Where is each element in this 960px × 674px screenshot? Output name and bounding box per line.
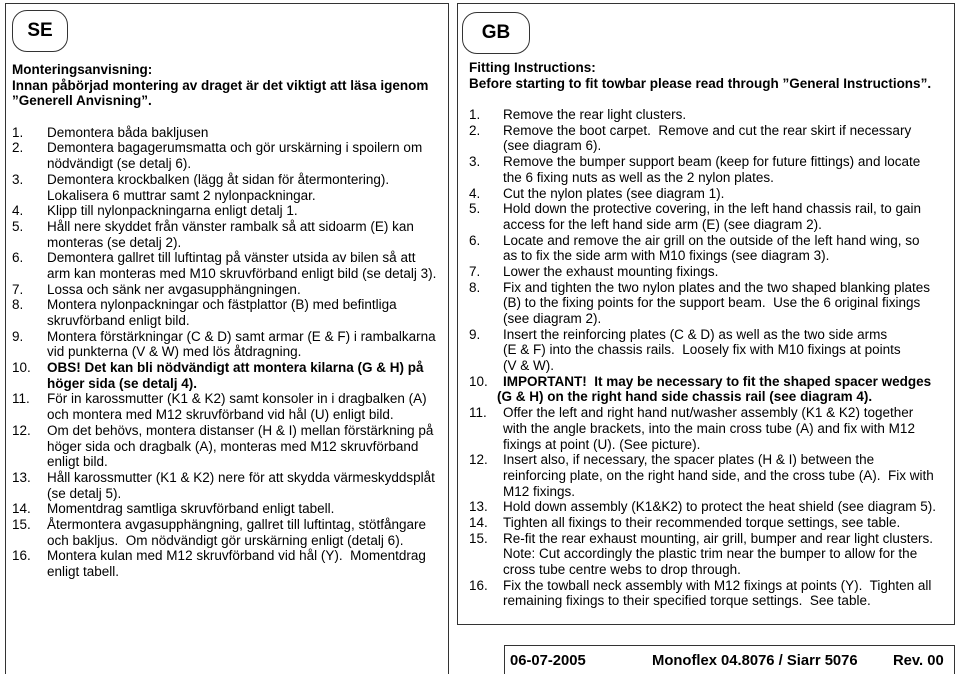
step-text-line: (se detalj 5).: [47, 485, 122, 501]
document-footer: [504, 645, 955, 674]
step-text-line: (B) to the fixing points for the support beam. Use the 6 original fixings: [503, 295, 921, 311]
step-text-line: enligt tabell.: [47, 564, 120, 579]
instructions-intro-line: ”Generell Anvisning”.: [12, 93, 152, 109]
step-item: [12, 250, 442, 281]
step-text-line: remaining fixings to their specified torque settings. See table.: [503, 593, 871, 609]
step-number: 4.: [12, 203, 24, 219]
step-text-line: arm kan monteras med M10 skruvförband enligt bild (se detalj 3).: [47, 265, 437, 281]
step-text-line: Remove the boot carpet. Remove and cut the rear skirt if necessary: [503, 122, 912, 138]
step-text-line: enligt bild.: [47, 454, 108, 470]
step-number: 1.: [12, 124, 24, 140]
step-text-line: För in karossmutter (K1 & K2) samt konsoler in i dragbalken (A): [47, 391, 427, 407]
step-text-line: M12 fixings.: [503, 483, 576, 499]
step-text-line: Fix and tighten the two nylon plates and the two shaped blanking plates: [503, 279, 931, 295]
step-item: [469, 405, 953, 452]
revision-number: Rev. 00: [893, 653, 944, 669]
step-number: 12.: [12, 422, 31, 438]
step-text-line: the 6 fixing nuts as well as the 2 nylon plates.: [503, 169, 774, 185]
step-number: 8.: [469, 279, 481, 295]
english-instructions-panel: [457, 3, 955, 625]
step-text-line: skruvförband enligt bild.: [47, 313, 190, 328]
step-number: 10.: [469, 373, 488, 389]
step-text-line: höger sida och dragbalk (A), monteras med M12 skruvförband: [47, 438, 419, 454]
language-badge-gb: GB: [462, 12, 530, 54]
step-text-line: IMPORTANT! It may be necessary to fit the shaped spacer wedges: [503, 373, 932, 389]
step-text-line: nödvändigt (se detalj 6).: [47, 156, 192, 172]
step-item: [12, 203, 442, 219]
step-item: [469, 107, 953, 123]
step-text-line: Remove the bumper support beam (keep for future fittings) and locate: [503, 154, 921, 170]
step-item: [12, 391, 442, 422]
step-text-line: Montera kulan med M12 skruvförband vid hål (Y). Momentdrag: [47, 548, 426, 564]
step-text-line: as to fix the side arm with M10 fixings (see diagram 3).: [503, 248, 830, 264]
step-item-warning: [12, 360, 442, 391]
step-text-line: Hold down the protective covering, in the left hand chassis rail, to gain: [503, 201, 921, 217]
step-number: 13.: [469, 499, 488, 515]
step-item: [469, 201, 953, 232]
step-item: [469, 233, 953, 264]
step-text-line: Tighten all fixings to their recommended torque settings, see table.: [503, 514, 901, 530]
step-text-line: (E & F) into the chassis rails. Loosely fix with M10 fixings at points: [503, 342, 901, 358]
step-text-line: reinforcing plate, on the right hand side, and the cross tube (A). Fix with: [503, 467, 934, 483]
step-item: [12, 172, 442, 203]
step-number: 2.: [469, 122, 481, 138]
step-item: [469, 154, 953, 185]
step-number: 9.: [469, 326, 481, 342]
step-item: [469, 264, 953, 280]
step-number: 15.: [469, 530, 488, 546]
step-number: 9.: [12, 328, 24, 344]
step-item: [469, 280, 953, 327]
step-item: [469, 499, 953, 515]
step-number: 3.: [469, 154, 481, 170]
step-item: [469, 327, 953, 374]
step-item: [469, 123, 953, 154]
step-text-line: Re-fit the rear exhaust mounting, air grill, bumper and rear light clusters.: [503, 530, 933, 546]
step-text-line: cross tube centre webs to drop through.: [503, 562, 741, 577]
step-text-line: access for the left hand side arm (E) (see diagram 2).: [503, 216, 822, 232]
swedish-instructions-body: [12, 62, 442, 580]
step-item: [469, 515, 953, 531]
step-text-line: Lokalisera 6 muttrar samt 2 nylonpackningar.: [47, 187, 316, 203]
step-number: 4.: [469, 185, 481, 201]
step-item: [12, 548, 442, 579]
step-text-line: (see diagram 2).: [503, 311, 602, 326]
step-number: 13.: [12, 469, 31, 485]
step-number: 2.: [12, 140, 24, 156]
step-text-line: och montera med M12 skruvförband vid hål (U) enligt bild.: [47, 407, 394, 423]
step-number: 11.: [12, 391, 30, 407]
step-item: [469, 186, 953, 202]
step-text-line: Om det behövs, montera distanser (H & I) mellan förstärkning på: [47, 422, 434, 438]
document-date: 06-07-2005: [510, 653, 586, 669]
step-text-line: Demontera gallret till luftintag på vänster utsida av bilen så att: [47, 250, 416, 266]
step-number: 7.: [469, 263, 481, 279]
step-item: [469, 452, 953, 499]
spacer: [469, 91, 953, 107]
step-text-line: Demontera bagagerumsmatta och gör urskärning i spoilern om: [47, 140, 423, 156]
step-text-line: Demontera båda bakljusen: [47, 124, 209, 140]
instructions-intro-line: Before starting to fit towbar please read through ”General Instructions”.: [469, 75, 932, 91]
step-text-line: Insert also, if necessary, the spacer plates (H & I) between the: [503, 452, 875, 468]
step-text-line: Lower the exhaust mounting fixings.: [503, 263, 719, 279]
step-text-line: Momentdrag samtliga skruvförband enligt tabell.: [47, 501, 335, 517]
step-text-line: Note: Cut accordingly the plastic trim near the bumper to allow for the: [503, 546, 918, 562]
step-text-line: Demontera krockbalken (lägg åt sidan för återmontering).: [47, 171, 390, 187]
step-number: 3.: [12, 171, 24, 187]
step-text-line: höger sida (se detalj 4).: [47, 375, 198, 391]
step-item: [12, 282, 442, 298]
step-number: 8.: [12, 297, 24, 313]
step-text-line: Montera nylonpackningar och fästplattor (B) med befintliga: [47, 297, 397, 313]
step-text-line: Remove the rear light clusters.: [503, 107, 687, 123]
step-text-line: monteras (se detalj 2).: [47, 234, 182, 250]
step-number: 6.: [12, 250, 24, 266]
step-text-line: och bakljus. Om nödvändigt gör urskärning enligt (detalj 6).: [47, 532, 404, 548]
step-item: [12, 470, 442, 501]
step-number: 10.: [12, 360, 31, 376]
step-text-line: Montera förstärkningar (C & D) samt armar (E & F) i rambalkarna: [47, 328, 436, 344]
english-instructions-body: [469, 60, 953, 609]
step-text-line: Håll nere skyddet från vänster rambalk så att sidoarm (E) kan: [47, 218, 414, 234]
step-text-line: OBS! Det kan bli nödvändigt att montera kilarna (G & H) på: [47, 360, 424, 376]
step-number: 14.: [469, 514, 488, 530]
step-item-warning: [469, 374, 953, 405]
step-number: 16.: [469, 577, 488, 593]
step-item: [469, 531, 953, 578]
step-text-line: (V & W).: [503, 358, 554, 374]
step-item: [12, 517, 442, 548]
step-text-line: Fix the towball neck assembly with M12 fixings at points (Y). Tighten all: [503, 577, 932, 593]
step-text-line: Lossa och sänk ner avgasupphängningen.: [47, 281, 301, 297]
spacer: [12, 109, 442, 125]
step-text-line: Håll karossmutter (K1 & K2) nere för att skydda värmeskyddsplåt: [47, 469, 435, 485]
step-number: 5.: [469, 201, 481, 217]
step-text-line: (see diagram 6).: [503, 138, 602, 154]
step-text-line: Cut the nylon plates (see diagram 1).: [503, 185, 725, 201]
step-number: 12.: [469, 452, 488, 468]
step-item: [12, 329, 442, 360]
step-number: 11.: [469, 405, 487, 421]
instructions-intro-line: Innan påbörjad montering av draget är det viktigt att läsa igenom: [12, 77, 429, 93]
swedish-instructions-panel: [5, 3, 449, 674]
step-text-line: Insert the reinforcing plates (C & D) as well as the two side arms: [503, 326, 888, 342]
step-number: 15.: [12, 516, 31, 532]
step-text-line: fixings at point (U). (See picture).: [503, 436, 701, 452]
step-text-line: Offer the left and right hand nut/washer assembly (K1 & K2) together: [503, 405, 914, 421]
instructions-title: Monteringsanvisning:: [12, 62, 153, 77]
language-badge-se: SE: [12, 10, 68, 52]
step-text-line: with the angle brackets, into the main cross tube (A) and fix with M12: [503, 420, 915, 436]
step-item: [12, 297, 442, 328]
step-item: [12, 125, 442, 141]
step-number: 7.: [12, 281, 24, 297]
step-item: [12, 501, 442, 517]
step-item: [469, 578, 953, 609]
step-item: [12, 219, 442, 250]
step-text-line: Återmontera avgasupphängning, gallret till luftintag, stötfångare: [47, 516, 426, 532]
step-number: 6.: [469, 232, 481, 248]
step-text-line: (G & H) on the right hand side chassis rail (see diagram 4).: [497, 389, 873, 405]
step-number: 1.: [469, 107, 481, 123]
step-text-line: Klipp till nylonpackningarna enligt detalj 1.: [47, 203, 298, 219]
product-reference: Monoflex 04.8076 / Siarr 5076: [652, 653, 858, 669]
step-text-line: vid punkterna (V & W) med lös åtdragning.: [47, 344, 302, 360]
step-text-line: Hold down assembly (K1&K2) to protect the heat shield (see diagram 5).: [503, 499, 936, 515]
step-number: 16.: [12, 548, 31, 564]
step-item: [12, 423, 442, 470]
step-item: [12, 140, 442, 171]
step-number: 14.: [12, 501, 31, 517]
step-text-line: Locate and remove the air grill on the outside of the left hand wing, so: [503, 232, 920, 248]
instructions-title: Fitting Instructions:: [469, 60, 596, 75]
step-number: 5.: [12, 218, 24, 234]
